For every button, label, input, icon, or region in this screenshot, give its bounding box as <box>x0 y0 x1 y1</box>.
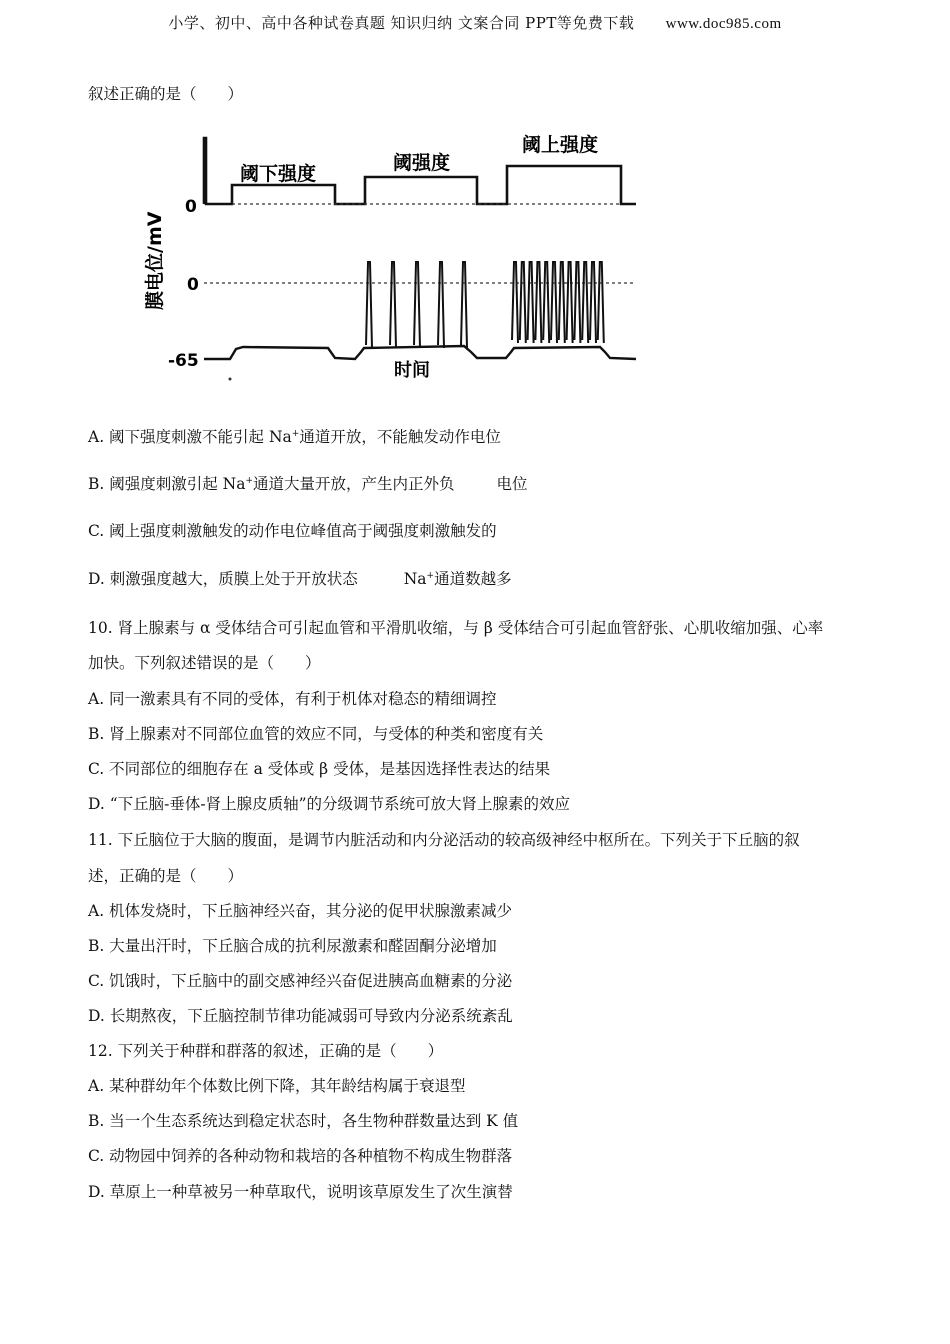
q10-option-a: A. 同一激素具有不同的受体，有利于机体对稳态的精细调控 <box>88 690 497 708</box>
q11-option-a: A. 机体发烧时，下丘脑神经兴奋，其分泌的促甲状腺激素减少 <box>88 902 513 920</box>
q12-option-c: C. 动物园中饲养的各种动物和栽培的各种植物不构成生物群落 <box>88 1147 513 1165</box>
action-potential-spike <box>528 262 534 343</box>
q9-d-pre: D. 刺激强度越大，质膜上处于开放状态 <box>88 570 358 588</box>
spikes-suprathreshold <box>512 262 604 343</box>
q12-stem: 12. 下列关于种群和群落的叙述，正确的是（ ） <box>88 1042 444 1060</box>
label-subthreshold: 阈下强度 <box>240 163 317 185</box>
action-potential-spike <box>559 262 565 343</box>
action-potential-spike <box>551 262 557 343</box>
label-yaxis: 膜电位/mV <box>144 211 166 310</box>
q11-stem-line2: 述，正确的是（ ） <box>88 867 244 885</box>
header-text: 小学、初中、高中各种试卷真题 知识归纳 文案合同 PPT等免费下载 <box>168 14 635 32</box>
action-potential-spike <box>582 262 588 343</box>
action-potential-spike <box>543 262 549 343</box>
q9-option-c: C. 阈上强度刺激触发的动作电位峰值高于阈强度刺激触发的 <box>88 522 497 540</box>
q11-option-c: C. 饥饿时，下丘脑中的副交感神经兴奋促进胰高血糖素的分泌 <box>88 972 513 990</box>
q10-option-b: B. 肾上腺素对不同部位血管的效应不同，与受体的种类和密度有关 <box>88 725 544 743</box>
sup-plus: + <box>291 429 300 439</box>
label-time: 时间 <box>394 360 430 381</box>
action-potential-spike <box>461 262 467 348</box>
action-potential-spike <box>535 262 541 343</box>
membrane-potential-figure <box>0 0 950 400</box>
q10-option-c: C. 不同部位的细胞存在 a 受体或 β 受体，是基因选择性表达的结果 <box>88 760 551 778</box>
q10-option-d: D. “下丘脑-垂体-肾上腺皮质轴”的分级调节系统可放大肾上腺素的效应 <box>88 795 571 813</box>
label-zero-top: 0 <box>185 197 197 217</box>
q11-option-b: B. 大量出汗时，下丘脑合成的抗利尿激素和醛固酮分泌增加 <box>88 937 497 955</box>
spikes-threshold <box>366 262 467 348</box>
action-potential-spike <box>590 262 596 343</box>
action-potential-spike <box>598 262 604 343</box>
q9-option-a <box>88 425 501 447</box>
q9-a-post: 通道开放，不能触发动作电位 <box>299 428 501 446</box>
q9-d-na: Na <box>403 570 427 588</box>
action-potential-spike <box>366 262 372 348</box>
q10-stem-line1: 10. 肾上腺素与 α 受体结合可引起血管和平滑肌收缩，与 β 受体结合可引起血管舒张、心肌收缩加强、心率 <box>88 619 824 637</box>
header-site: www.doc985.com <box>665 16 782 32</box>
q11-option-d: D. 长期熬夜，下丘脑控制节律功能减弱可导致内分泌系统紊乱 <box>88 1007 513 1025</box>
q12-option-a: A. 某种群幼年个体数比例下降，其年龄结构属于衰退型 <box>88 1077 466 1095</box>
action-potential-spike <box>390 262 396 348</box>
action-potential-spike <box>512 262 518 343</box>
sup-plus: + <box>245 476 254 486</box>
q12-option-b: B. 当一个生态系统达到稳定状态时，各生物种群数量达到 K 值 <box>88 1112 519 1130</box>
q9-b-pre: B. 阈强度刺激引起 Na <box>88 475 246 493</box>
label-threshold: 阈强度 <box>393 152 451 174</box>
q9-d-post: 通道数越多 <box>434 570 512 588</box>
label-minus65: -65 <box>168 351 199 371</box>
q9-b-post: 电位 <box>496 475 528 493</box>
q12-option-d: D. 草原上一种草被另一种草取代，说明该草原发生了次生演替 <box>88 1183 513 1201</box>
action-potential-spike <box>520 262 526 343</box>
label-zero-mid: 0 <box>187 275 199 295</box>
sup-plus: + <box>426 571 435 581</box>
speck <box>229 378 232 381</box>
label-suprathreshold: 阈上强度 <box>522 134 599 156</box>
q9-stem: 叙述正确的是（ ） <box>88 85 244 103</box>
action-potential-spike <box>438 262 444 348</box>
q9-option-b <box>88 472 528 494</box>
action-potential-spike <box>574 262 580 343</box>
q11-stem-line1: 11. 下丘脑位于大脑的腹面，是调节内脏活动和内分泌活动的较高级神经中枢所在。下列关于下丘脑的叙 <box>88 831 800 849</box>
action-potential-spike <box>414 262 420 348</box>
q9-option-d <box>88 567 512 589</box>
q10-stem-line2: 加快。下列叙述错误的是（ ） <box>88 654 321 672</box>
q9-a-pre: A. 阈下强度刺激不能引起 Na <box>88 428 292 446</box>
action-potential-spike <box>567 262 573 343</box>
q9-b-mid: 通道大量开放，产生内正外负 <box>253 475 455 493</box>
